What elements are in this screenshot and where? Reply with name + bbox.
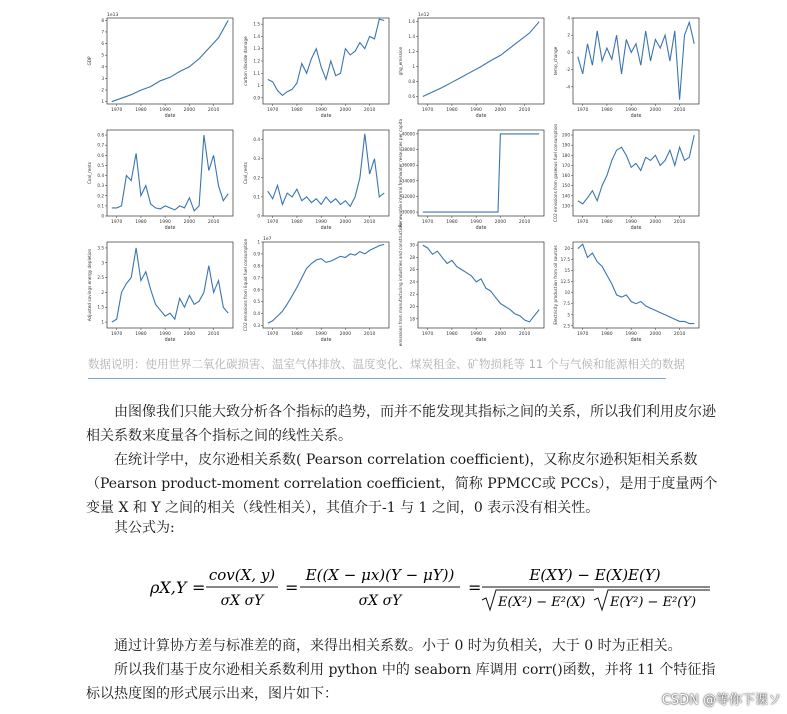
y-tick-label: 0.8	[253, 263, 260, 269]
y-tick-label: 0.4	[253, 311, 260, 317]
y-axis-label: Coal_rents	[243, 162, 248, 184]
small-chart-4	[553, 16, 699, 120]
plot-frame	[107, 130, 233, 216]
y-tick-label: 1	[101, 99, 104, 105]
y-tick-label: 0.1	[97, 203, 104, 209]
x-axis-label: date	[475, 226, 487, 231]
x-tick-label: 1980	[135, 108, 147, 113]
series-line	[578, 135, 694, 204]
x-tick-label: 1990	[625, 220, 637, 225]
x-tick-label: 1980	[601, 108, 613, 113]
y-tick-label: 0.9	[253, 251, 260, 257]
series-line	[268, 19, 384, 95]
y-axis-label: CO2 emissions from liquid fuel consumption	[243, 238, 248, 332]
y-tick-label: 0.3	[253, 156, 260, 162]
x-axis-label: date	[630, 114, 642, 119]
series-line	[112, 248, 228, 322]
x-tick-label: 1970	[421, 108, 434, 113]
y-tick-label: 0.5	[97, 162, 104, 168]
y-tick-label: 2.5	[97, 275, 104, 281]
small-chart-9	[87, 242, 233, 343]
x-tick-label: 1980	[446, 332, 458, 337]
x-tick-label: 1980	[446, 108, 458, 113]
x-tick-label: 2010	[207, 108, 220, 113]
x-tick-label: 1990	[159, 220, 171, 225]
small-chart-12	[553, 242, 699, 343]
y-tick-label: 1.4	[253, 33, 260, 39]
y-tick-label: 140	[562, 193, 570, 199]
y-tick-label: 22	[409, 291, 415, 297]
x-axis-label: date	[320, 338, 332, 343]
chart-grid	[0, 0, 787, 350]
formula-t2-den: σX σY	[358, 593, 402, 609]
x-tick-label: 1980	[601, 220, 613, 225]
y-tick-label: 1.4	[408, 34, 415, 40]
x-axis-label: date	[320, 114, 332, 119]
y-tick-label: 1	[101, 319, 104, 325]
y-axis-label: GDP	[87, 56, 92, 66]
formula-t3-den-a: E(X²) − E²(X)	[498, 595, 586, 610]
y-tick-label: 32000	[401, 193, 415, 199]
y-tick-label: 0.2	[253, 175, 260, 181]
formula-t1-den: σX σY	[220, 593, 264, 609]
y-tick-label: 1	[257, 83, 260, 89]
y-tick-label: 30000	[401, 209, 415, 215]
x-tick-label: 1970	[110, 332, 123, 337]
y-tick-label: 4	[567, 15, 570, 21]
y-axis-label: ghg_emission	[398, 46, 403, 76]
y-tick-label: 0.5	[253, 299, 260, 305]
x-axis-label: date	[320, 226, 332, 231]
x-axis-label: date	[164, 226, 176, 231]
y-tick-label: 0.3	[253, 323, 260, 329]
y-tick-label: 5	[101, 52, 104, 58]
y-axis-label: CO2 emissions from gaseous fuel consumption	[553, 123, 558, 223]
plot-frame	[418, 130, 544, 216]
series-line	[268, 244, 384, 323]
y-tick-label: 130	[562, 203, 570, 209]
series-line	[423, 245, 539, 322]
y-tick-label: 0.3	[97, 183, 104, 189]
x-tick-label: 1980	[291, 220, 303, 225]
x-tick-label: 1980	[601, 332, 613, 337]
y-tick-label: 1.2	[253, 58, 260, 64]
x-tick-label: 1990	[625, 108, 637, 113]
axis-exponent: 1e12	[418, 13, 430, 18]
y-axis-label: Renewable internal freshwater resources per capita	[398, 118, 403, 228]
x-tick-label: 2000	[649, 220, 662, 225]
plot-frame	[573, 130, 699, 216]
x-tick-label: 1970	[266, 332, 279, 337]
x-tick-label: 2010	[673, 220, 686, 225]
y-tick-label: 1	[257, 239, 260, 245]
paragraph-heatmap-intro: 所以我们基于皮尔逊相关系数利用 python 中的 seaborn 库调用 corr()函数，并将 11 个特征指标以热度图的形式展示出来，图片如下：	[86, 662, 716, 702]
x-tick-label: 1970	[110, 220, 123, 225]
y-tick-label: 0.7	[97, 142, 104, 148]
small-chart-6	[243, 130, 389, 231]
small-chart-7	[398, 118, 544, 231]
axis-exponent: 1e7	[263, 237, 272, 242]
series-line	[423, 134, 539, 212]
x-tick-label: 1980	[135, 332, 147, 337]
x-tick-label: 2010	[207, 332, 220, 337]
y-axis-label: temp_change	[553, 46, 558, 76]
y-tick-label: 0.8	[97, 132, 104, 138]
formula-t3-num: E(XY) − E(X)E(Y)	[529, 566, 661, 584]
x-tick-label: 1990	[470, 108, 482, 113]
y-tick-label: 20	[409, 304, 415, 309]
x-tick-label: 1970	[421, 332, 434, 337]
y-tick-label: 0.6	[253, 287, 260, 293]
x-tick-label: 1980	[446, 220, 458, 225]
svg-text:=: =	[192, 578, 206, 597]
y-tick-label: 1.3	[253, 46, 260, 52]
y-tick-label: 0.2	[97, 193, 104, 199]
y-tick-label: 170	[562, 162, 570, 168]
x-tick-label: 2000	[649, 108, 662, 113]
x-tick-label: 1970	[266, 108, 279, 113]
series-line	[578, 244, 694, 323]
x-tick-label: 1970	[266, 220, 279, 225]
y-axis-label: Coal_rents	[87, 162, 92, 184]
plot-frame	[263, 18, 389, 104]
x-tick-label: 1970	[576, 332, 589, 337]
y-tick-label: 24	[409, 279, 415, 285]
y-tick-label: 20	[564, 246, 570, 252]
x-tick-label: 1990	[159, 332, 171, 337]
small-chart-8	[553, 123, 699, 231]
x-tick-label: 1990	[470, 332, 482, 337]
plot-frame	[418, 18, 544, 104]
y-tick-label: 0.9	[253, 95, 260, 101]
y-tick-label: 0.7	[253, 275, 260, 281]
x-axis-label: date	[164, 338, 176, 343]
small-chart-2	[243, 18, 389, 119]
axis-exponent: 1e13	[107, 13, 119, 18]
series-line	[112, 20, 228, 101]
y-tick-label: 2	[101, 289, 104, 295]
y-tick-label: 1.5	[253, 21, 260, 27]
y-tick-label: 1.5	[97, 304, 104, 310]
y-axis-label: emissions from manufacturing industries and construction	[398, 223, 403, 347]
x-tick-label: 2010	[673, 332, 686, 337]
pearson-formula	[150, 560, 730, 614]
y-axis-label: Adjusted savings energy depletion	[87, 248, 92, 322]
plot-frame	[573, 242, 699, 328]
formula-lhs: ρX,Y	[150, 578, 187, 597]
x-tick-label: 2000	[183, 332, 196, 337]
x-tick-label: 2000	[339, 108, 352, 113]
y-tick-label: 0.1	[253, 194, 260, 200]
paragraph-intro: 由图像我们只能大致分析各个指标的趋势，而并不能发现其指标之间的关系，所以我们利用皮尔逊相关系数来度量各个指标之间的线性关系。	[86, 404, 716, 444]
x-tick-label: 2010	[518, 220, 531, 225]
x-tick-label: 2010	[363, 332, 376, 337]
y-tick-label: -2	[565, 67, 570, 73]
plot-frame	[418, 242, 544, 328]
x-tick-label: 2010	[673, 108, 686, 113]
series-line	[578, 22, 694, 99]
y-tick-label: 3	[101, 260, 104, 266]
x-tick-label: 1990	[315, 332, 327, 337]
x-tick-label: 2010	[363, 220, 376, 225]
y-tick-label: 180	[562, 152, 570, 158]
watermark: CSDN @等你下课ソ	[661, 693, 781, 708]
y-tick-label: 0.4	[97, 173, 104, 179]
y-tick-label: 0.6	[97, 152, 104, 158]
plot-frame	[107, 18, 233, 104]
y-tick-label: 2	[101, 87, 104, 93]
y-tick-label: 26	[409, 267, 415, 273]
x-tick-label: 2000	[183, 220, 196, 225]
formula-t3-den-b: E(Y²) − E²(Y)	[610, 595, 697, 610]
y-tick-label: 28	[409, 254, 415, 260]
x-tick-label: 1990	[315, 220, 327, 225]
x-tick-label: 2010	[518, 108, 531, 113]
x-tick-label: 2000	[494, 108, 507, 113]
svg-text:=: =	[468, 578, 482, 597]
x-tick-label: 1990	[315, 108, 327, 113]
y-axis-label: carbon dioxide damage	[243, 36, 248, 86]
caption-divider	[88, 378, 666, 379]
x-tick-label: 2000	[494, 220, 507, 225]
x-tick-label: 2000	[339, 332, 352, 337]
y-tick-label: 38000	[401, 147, 415, 153]
x-tick-label: 1970	[421, 220, 434, 225]
x-tick-label: 1970	[576, 220, 589, 225]
y-tick-label: 190	[562, 142, 570, 148]
x-tick-label: 1980	[291, 108, 303, 113]
y-tick-label: 30	[409, 242, 415, 248]
y-tick-label: 2.5	[563, 323, 570, 329]
y-tick-label: 40000	[401, 131, 415, 137]
series-line	[268, 134, 384, 207]
x-axis-label: date	[630, 226, 642, 231]
y-tick-label: 150	[562, 183, 570, 189]
y-tick-label: -4	[565, 84, 570, 90]
series-line	[112, 135, 228, 211]
small-chart-11	[398, 223, 544, 346]
x-tick-label: 2000	[494, 332, 507, 337]
formula-t2-num: E((X − μx)(Y − μY))	[305, 566, 455, 584]
x-axis-label: date	[475, 114, 487, 119]
y-tick-label: 6	[101, 41, 104, 47]
y-tick-label: 2	[567, 32, 570, 38]
y-tick-label: 5	[567, 312, 570, 318]
y-tick-label: 7.5	[563, 301, 570, 307]
x-tick-label: 1990	[625, 332, 637, 337]
formula-t1-num: cov(X, y)	[208, 566, 276, 584]
small-chart-3	[398, 12, 544, 119]
svg-text:=: =	[285, 578, 299, 597]
small-chart-10	[243, 236, 389, 343]
y-tick-label: 3	[101, 75, 104, 81]
y-tick-label: 18	[409, 316, 415, 322]
y-tick-label: 1.2	[408, 49, 415, 55]
x-tick-label: 1980	[291, 332, 303, 337]
y-tick-label: 8	[101, 17, 104, 23]
plot-frame	[263, 242, 389, 328]
small-chart-1	[87, 12, 233, 119]
x-tick-label: 2010	[207, 220, 220, 225]
x-axis-label: date	[164, 114, 176, 119]
x-tick-label: 2000	[649, 332, 662, 337]
series-line	[423, 22, 539, 97]
y-tick-label: 1.1	[253, 70, 260, 76]
y-tick-label: 0.6	[408, 94, 415, 100]
y-tick-label: 7	[101, 29, 104, 35]
small-chart-5	[87, 130, 233, 231]
figure-caption: 数据说明：使用世界二氧化碳损害、温室气体排放、温度变化、煤炭租金、矿物损耗等 11 个与气候和能源相关的数据	[88, 357, 685, 371]
y-tick-label: 160	[562, 173, 570, 179]
paragraph-formula-label: 其公式为:	[86, 520, 175, 536]
y-axis-label: Electricity production from oil sources	[553, 245, 558, 325]
y-tick-label: 34000	[401, 178, 415, 184]
y-tick-label: 0.4	[253, 137, 260, 143]
y-tick-label: 1.6	[408, 19, 415, 25]
y-tick-label: 0.8	[408, 79, 415, 85]
y-tick-label: 3.5	[97, 245, 104, 251]
x-tick-label: 2010	[363, 108, 376, 113]
y-tick-label: 200	[562, 132, 570, 138]
y-tick-label: 1	[412, 64, 415, 70]
y-tick-label: 0	[257, 213, 260, 219]
y-tick-label: 0	[101, 213, 104, 219]
x-tick-label: 1970	[576, 108, 589, 113]
x-tick-label: 2000	[339, 220, 352, 225]
x-tick-label: 2010	[518, 332, 531, 337]
x-tick-label: 1990	[470, 220, 482, 225]
y-tick-label: 10	[564, 290, 570, 296]
y-tick-label: 36000	[401, 162, 415, 168]
paragraph-definition: 在统计学中，皮尔逊相关系数( Pearson correlation coefficient)，又称皮尔逊积矩相关系数（Pearson product-moment correlation coefficient，简称 PPMCC或 PCCs），是用于度量两个变量 X 和 Y 之间的相关（线性相关），其值介于-1 与 1 之间，0 表示没有相关性。	[86, 452, 718, 516]
x-tick-label: 1970	[110, 108, 123, 113]
y-tick-label: 12.5	[560, 279, 570, 285]
x-axis-label: date	[630, 338, 642, 343]
x-tick-label: 1980	[135, 220, 147, 225]
y-tick-label: 4	[101, 64, 104, 70]
y-tick-label: 15	[564, 268, 570, 274]
x-tick-label: 2000	[183, 108, 196, 113]
paragraph-explanation: 通过计算协方差与标准差的商，来得出相关系数。小于 0 时为负相关，大于 0 时为正相关。	[86, 638, 682, 654]
x-tick-label: 1990	[159, 108, 171, 113]
y-tick-label: 0	[567, 49, 570, 55]
x-axis-label: date	[475, 338, 487, 343]
y-tick-label: 17.5	[560, 257, 570, 263]
